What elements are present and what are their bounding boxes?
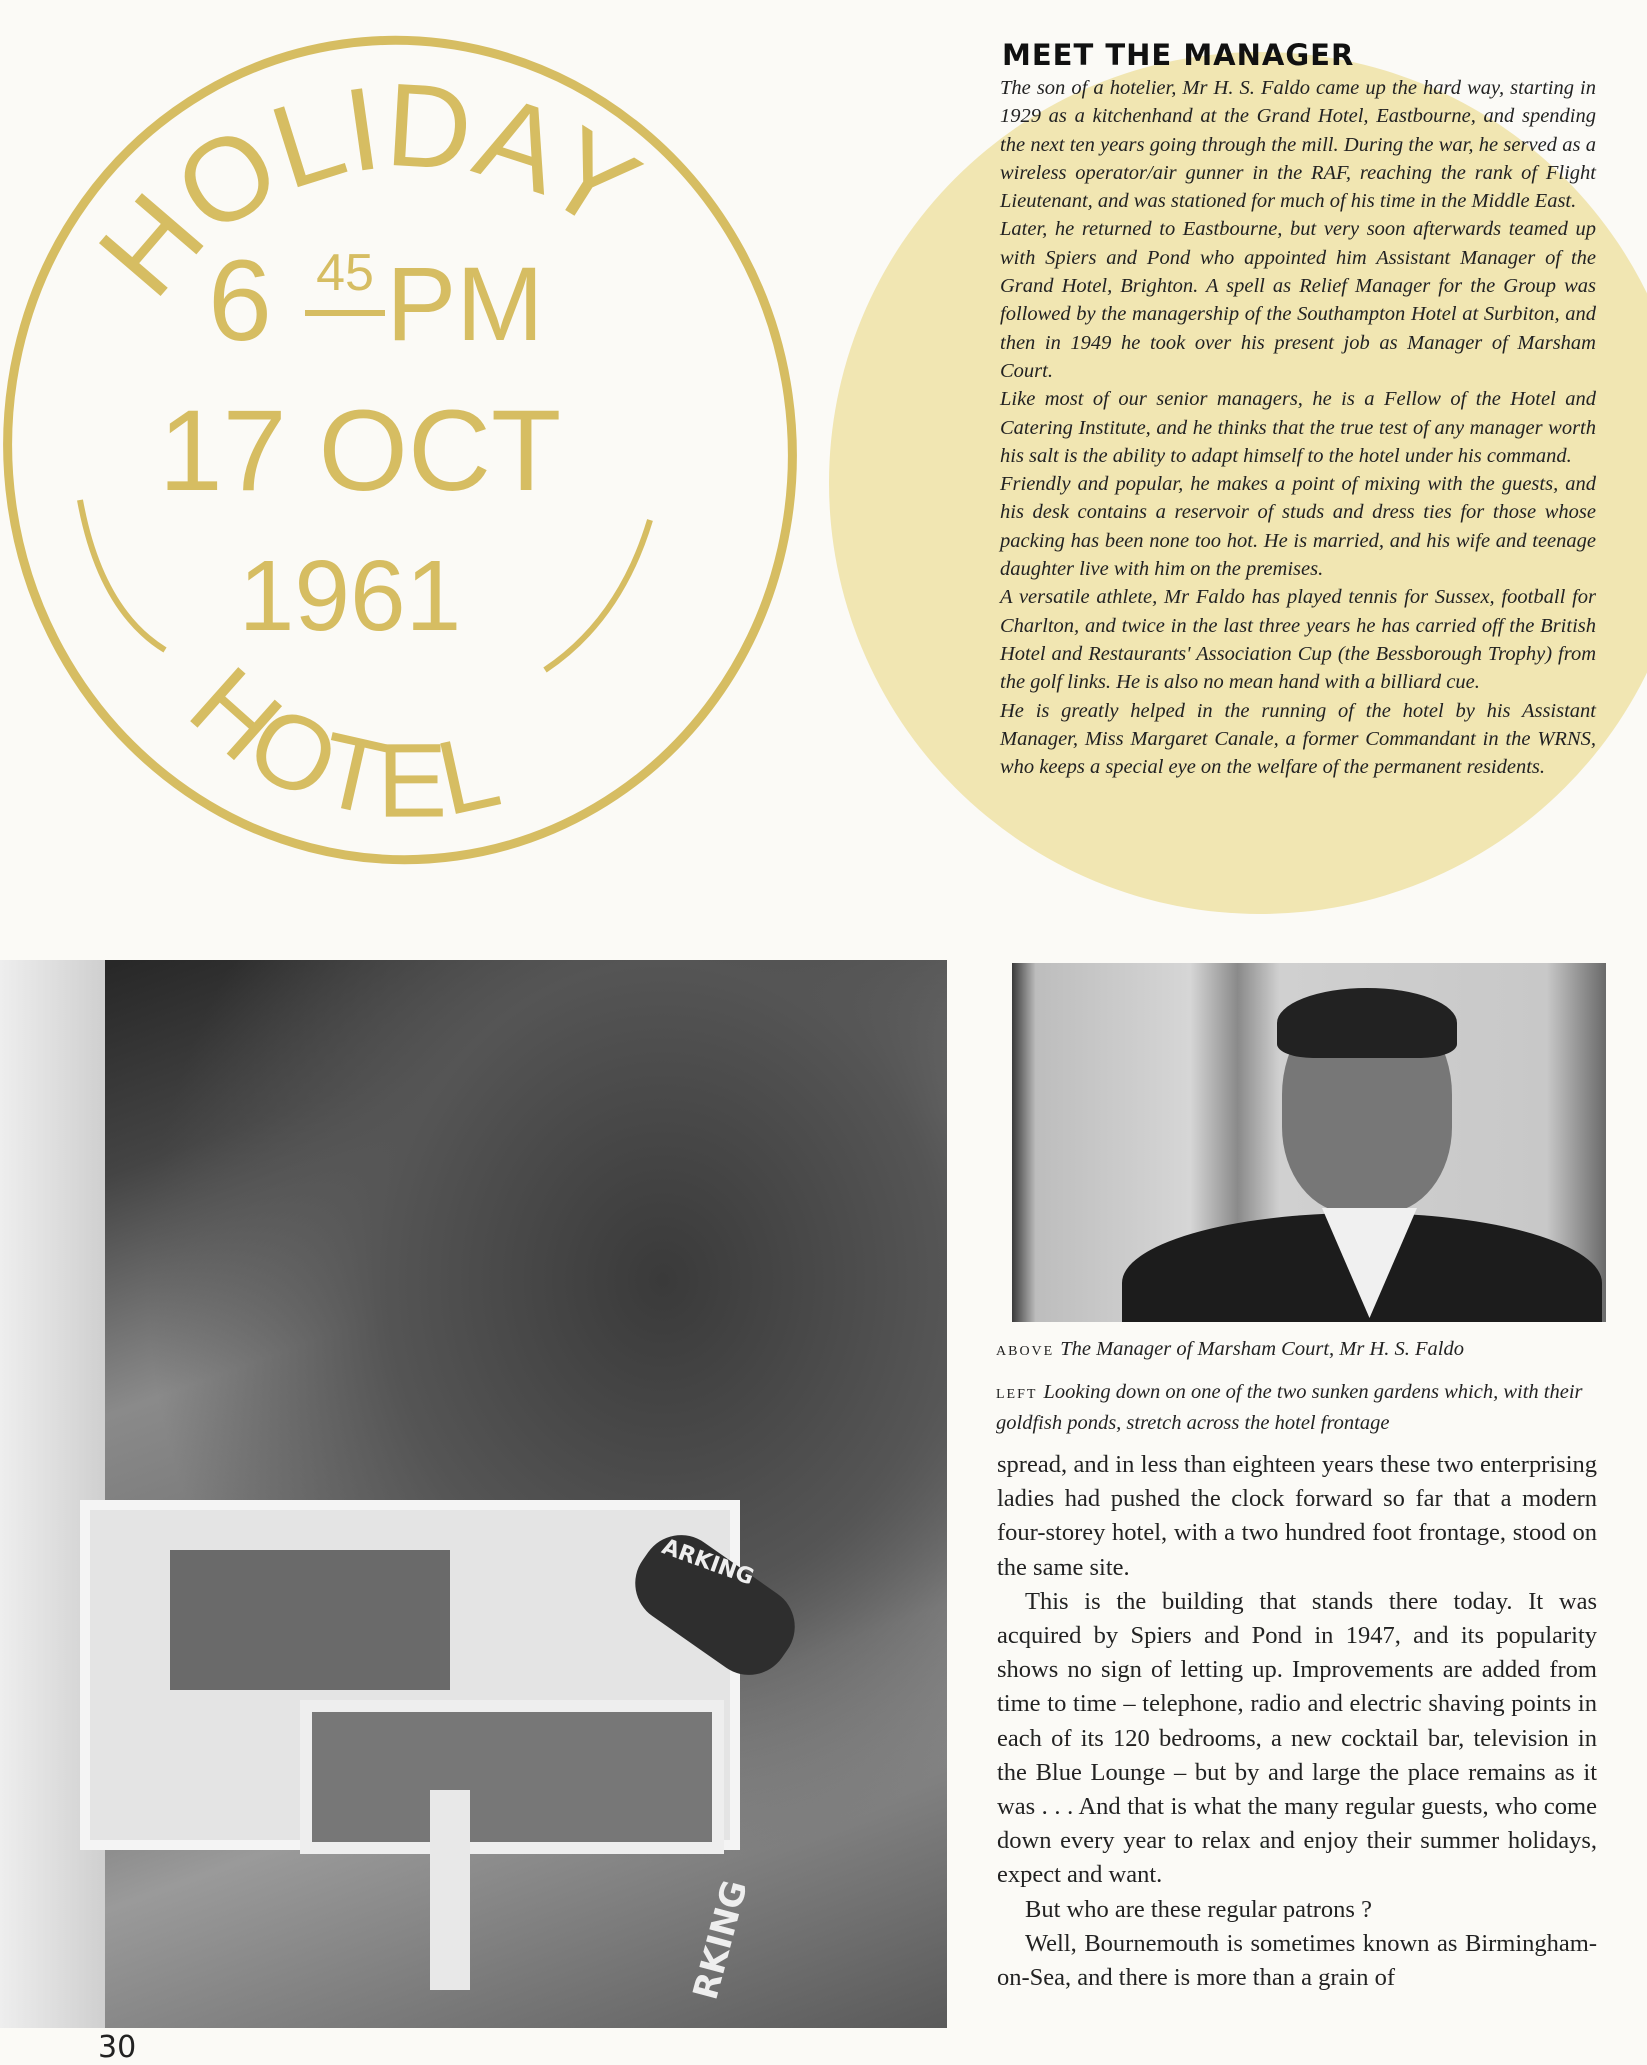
body-paragraph: spread, and in less than eighteen years these two enterprising ladies had pushed the clock forward so far that a modern four-storey hotel, with a two hundred foot frontage, stood on the same site. (997, 1451, 1597, 1581)
manager-portrait-photo (1012, 963, 1606, 1322)
stamp-holiday-text: HOLIDAY (73, 58, 660, 321)
manager-profile-text (1000, 74, 1596, 781)
body-paragraph: But who are these regular patrons ? (1025, 1895, 1372, 1923)
stamp-hotel-text: HOTEL (168, 645, 510, 840)
parking-sign-bottom: RKING (685, 1876, 756, 2004)
caption-label: LEFT (996, 1387, 1038, 1402)
profile-paragraph: Like most of our senior managers, he is a Fellow of the Hotel and Catering Institute, and he thinks that the true test of any manager worth his salt is the ability to adapt himself to the hotel under his command. (1000, 388, 1596, 467)
article-heading: MEET THE MANAGER (1002, 38, 1355, 72)
caption-above (996, 1338, 1598, 1361)
profile-paragraph: He is greatly helped in the running of the hotel by his Assistant Manager, Miss Margaret Canale, a former Commandant in the WRNS, who keeps a special eye on the welfare of the permanent residents. (1000, 699, 1596, 779)
page-number: 30 (98, 2030, 137, 2065)
caption-text: The Manager of Marsham Court, Mr H. S. Faldo (1060, 1338, 1464, 1360)
garden-photo (0, 960, 947, 2028)
stamp-hour: 6 (208, 237, 272, 365)
profile-paragraph: Later, he returned to Eastbourne, but very soon afterwards teamed up with Spiers and Pond who appointed him Assistant Manager of the Grand Hotel, Brighton. A spell as Relief Manager for the Group was followed by the managership of the Southampton Hotel at Surbiton, and then in 1949 he took over his present job as Manager of Marsham Court. (1000, 218, 1596, 382)
caption-left (996, 1378, 1598, 1438)
body-paragraph: This is the building that stands there today. It was acquired by Spiers and Pond in 1947, and its popularity shows no sign of letting up. Improvements are added from time to time – telephone, radio and electric shaving points in each of its 120 bedrooms, a new cocktail bar, television in the Blue Lounge – but by and large the place remains as it was . . . And that is what the many regular guests, who come down every year to relax and enjoy their summer holidays, expect and want. (997, 1587, 1597, 1889)
stamp-date: 17 OCT (158, 387, 562, 515)
holiday-hotel-postmark (0, 30, 810, 870)
caption-text: Looking down on one of the two sunken gardens which, with their goldfish ponds, stretch across the hotel frontage (996, 1381, 1583, 1434)
profile-paragraph: Friendly and popular, he makes a point of mixing with the guests, and his desk contains a reservoir of studs and dress ties for those whose packing has been none too hot. He is married, and his wife and teenage daughter live with him on the premises. (1000, 473, 1596, 581)
body-paragraph: Well, Bournemouth is sometimes known as Birmingham-on-Sea, and there is more than a grain of (997, 1929, 1597, 1992)
profile-paragraph: A versatile athlete, Mr Faldo has played tennis for Sussex, football for Charlton, and twice in the last three years he has carried off the British Hotel and Restaurants' Association Cup (the Bessborough Trophy) from the golf links. He is also no mean hand with a billiard cue. (1000, 586, 1596, 694)
stamp-year: 1961 (238, 540, 462, 652)
article-body (997, 1448, 1597, 1995)
stamp-ampm: PM (386, 246, 544, 363)
profile-paragraph: The son of a hotelier, Mr H. S. Faldo came up the hard way, starting in 1929 as a kitchenhand at the Grand Hotel, Eastbourne, and spending the next ten years going through the mill. During the war, he served as a wireless operator/air gunner in the RAF, reaching the rank of Flight Lieutenant, and was stationed for much of his time in the Middle East. (1000, 77, 1596, 213)
stamp-minutes: 45 (316, 244, 374, 302)
parking-sign-top: ARKING (658, 1534, 758, 1591)
caption-label: ABOVE (996, 1344, 1055, 1359)
